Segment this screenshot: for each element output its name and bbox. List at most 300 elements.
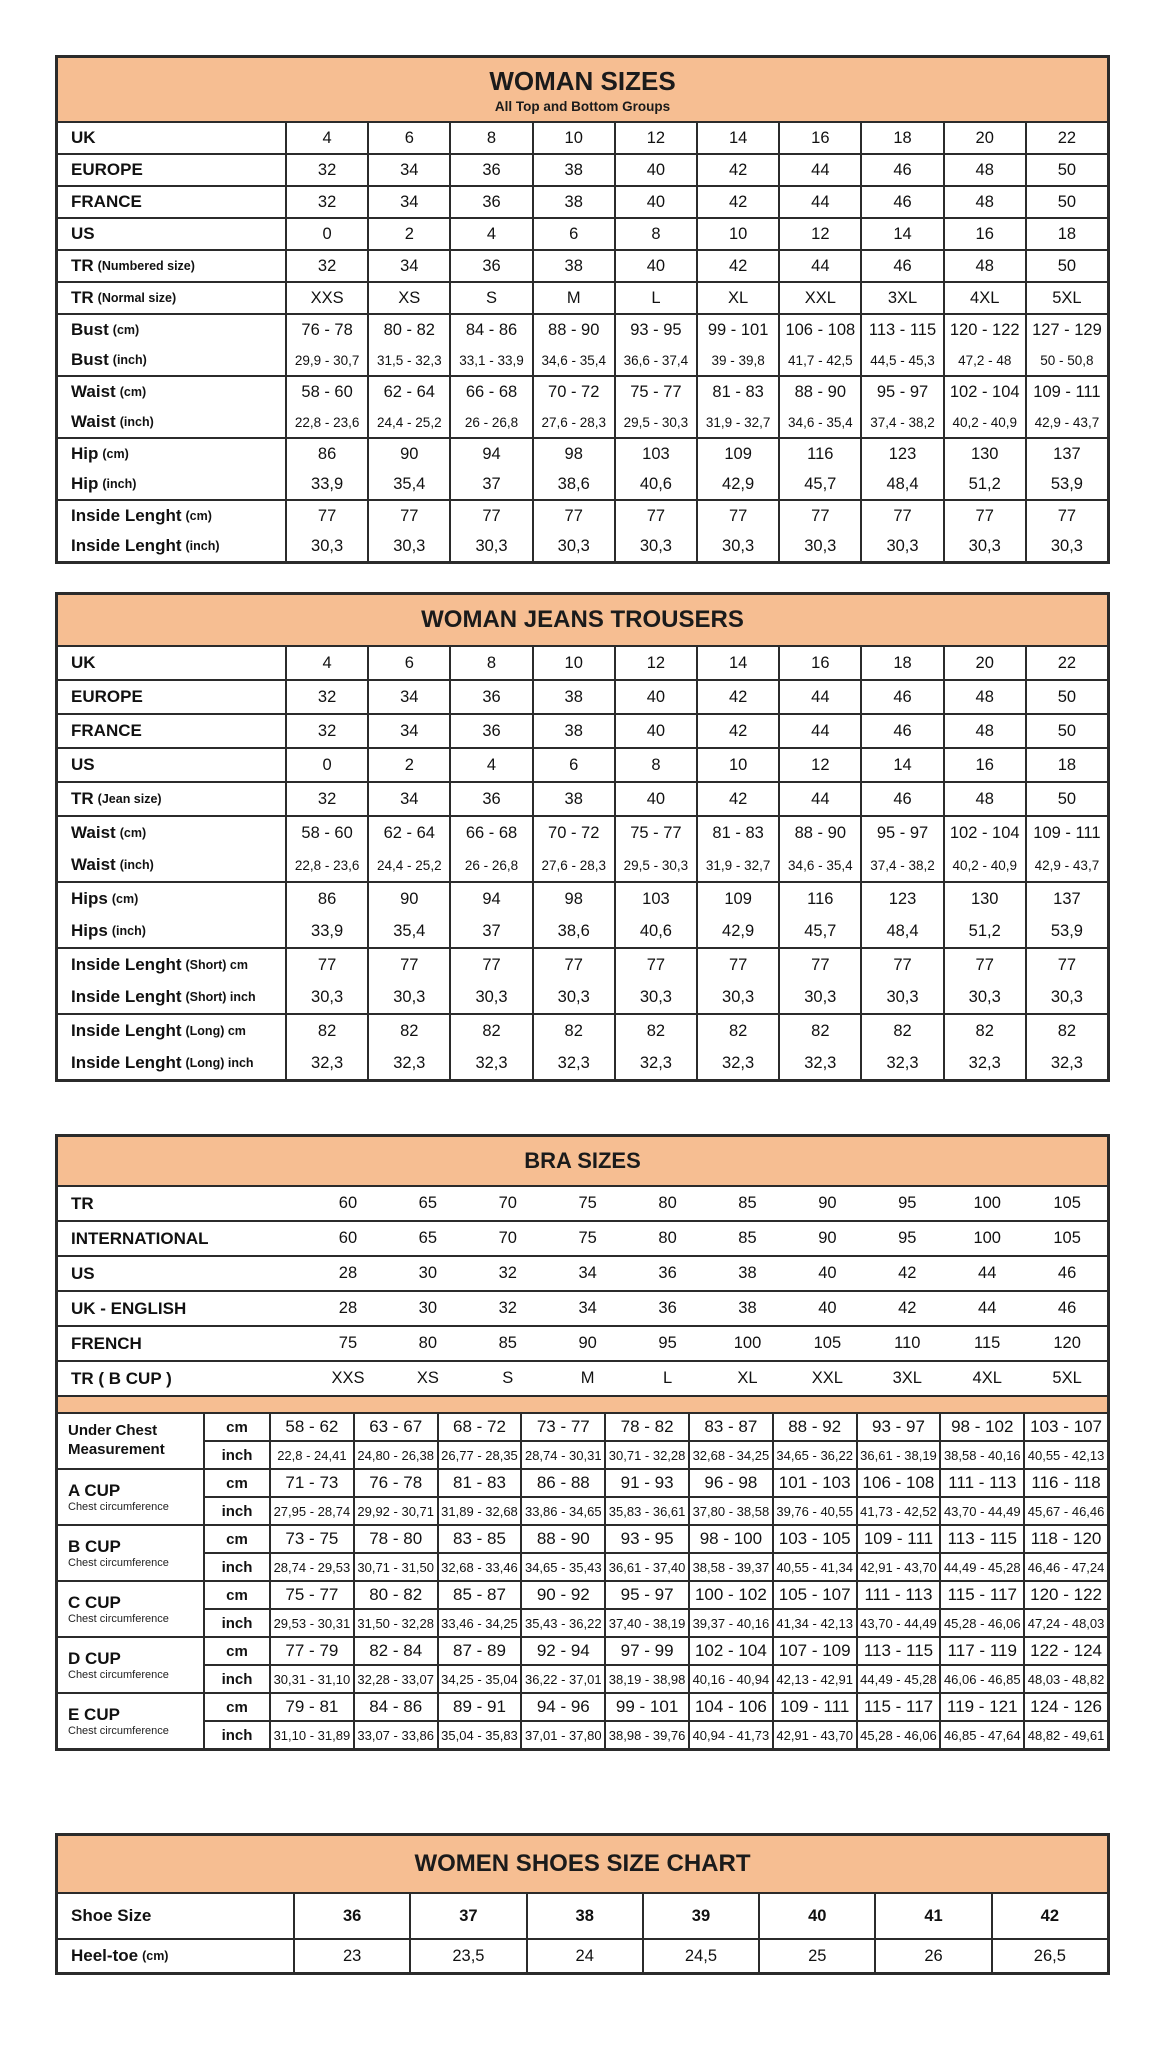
- row-label: [58, 915, 285, 947]
- table-cell: 3XL: [892, 1369, 922, 1387]
- table-cell: 65: [418, 1229, 438, 1247]
- table-cell: 4: [285, 647, 367, 679]
- table-cell: 42,91 - 43,70: [856, 1554, 940, 1580]
- group-rows: [205, 1414, 1107, 1468]
- table-cell: 137: [1025, 883, 1107, 915]
- table-row-group: [58, 281, 1107, 313]
- table-cell: S: [449, 283, 531, 313]
- table-cell: 30,3: [449, 981, 531, 1013]
- table-cell: 109 - 111: [772, 1694, 856, 1720]
- table-row-group: [58, 1220, 1107, 1255]
- table-row-group: [58, 123, 1107, 153]
- table-row-group: [58, 437, 1107, 499]
- table-cell: 32,3: [532, 1047, 614, 1079]
- table-cell: 100: [973, 1194, 1001, 1212]
- table-cell: 124 - 126: [1023, 1694, 1107, 1720]
- table-cell: 26,77 - 28,35: [437, 1442, 521, 1468]
- table-cell: 42: [696, 155, 778, 185]
- table-cell: 94 - 96: [520, 1694, 604, 1720]
- table-cell: 26,5: [991, 1940, 1107, 1972]
- group-label-subtext: Chest circumference: [68, 1725, 169, 1738]
- row-label: [58, 439, 285, 469]
- table-cell: 42: [991, 1894, 1107, 1938]
- table-cell: XXL: [811, 1369, 843, 1387]
- table-cell: 38,98 - 39,76: [604, 1722, 688, 1748]
- table-cell: 4: [449, 749, 531, 781]
- table-cell: 90: [578, 1334, 597, 1352]
- table-row: [205, 1440, 1107, 1468]
- table-cell: 94: [449, 439, 531, 469]
- row-label-note: (cm): [142, 1949, 169, 1963]
- table-cell: 75 - 77: [614, 377, 696, 407]
- table-row: [58, 1222, 1107, 1255]
- table-cell: 100: [733, 1334, 762, 1352]
- table-cell: 32: [285, 783, 367, 815]
- table-row: [58, 783, 1107, 815]
- table-cell: 48,4: [860, 469, 942, 499]
- table-cell: 45,7: [778, 469, 860, 499]
- table-cell: 22: [1025, 123, 1107, 153]
- table-cell: 4: [449, 219, 531, 249]
- row-label: [58, 981, 285, 1013]
- table-cell: 58 - 62: [269, 1414, 353, 1440]
- table-cell: 106 - 108: [778, 315, 860, 345]
- table-cell: 48: [943, 155, 1025, 185]
- table-cell: 50: [1025, 783, 1107, 815]
- table-cell: 34,65 - 35,43: [520, 1554, 604, 1580]
- table-cell: 44,49 - 45,28: [856, 1666, 940, 1692]
- row-label: [58, 1047, 285, 1079]
- row-label-text: Bust: [71, 350, 109, 369]
- table-cell: 42: [696, 715, 778, 747]
- table-title: WOMEN SHOES SIZE CHART: [414, 1850, 751, 1877]
- table-cell: 46: [1057, 1264, 1077, 1282]
- table-cell: 93 - 95: [614, 315, 696, 345]
- table-cell: 73 - 77: [520, 1414, 604, 1440]
- table-cell: 82: [285, 1015, 367, 1047]
- table-row: [58, 1257, 1107, 1290]
- table-cell: 10: [696, 219, 778, 249]
- row-label: [58, 1292, 308, 1325]
- table-cell: 34: [367, 783, 449, 815]
- group-label-text: E CUP: [68, 1704, 120, 1724]
- table-cell: 47,24 - 48,03: [1023, 1610, 1107, 1636]
- table-cell: 42,9: [696, 915, 778, 947]
- group-label-subtext: Chest circumference: [68, 1613, 169, 1626]
- table-cell: 41,73 - 42,52: [856, 1498, 940, 1524]
- table-cell: 94: [449, 883, 531, 915]
- table-cell: 34,6 - 35,4: [778, 849, 860, 881]
- table-cell: 44: [778, 251, 860, 281]
- row-label: [58, 187, 285, 217]
- table-cell: 42,13 - 42,91: [772, 1666, 856, 1692]
- table-cell: 48: [943, 187, 1025, 217]
- row-label: [58, 315, 285, 345]
- table-row-group: [58, 375, 1107, 437]
- table-cell: 46: [1057, 1299, 1077, 1317]
- table-cell: 26: [874, 1940, 990, 1972]
- row-label: [58, 783, 285, 815]
- table-cell: 34: [578, 1299, 597, 1317]
- row-label: [58, 469, 285, 499]
- unit-cell: cm: [226, 1642, 248, 1660]
- table-row: [58, 1015, 1107, 1047]
- table-cell: 51,2: [943, 469, 1025, 499]
- table-cell: 12: [778, 219, 860, 249]
- table-cell: 86: [285, 439, 367, 469]
- table-row: [205, 1638, 1107, 1664]
- table-cell: 2: [367, 219, 449, 249]
- table-row: [58, 123, 1107, 153]
- table-cell: 113 - 115: [939, 1526, 1023, 1552]
- row-label: [58, 681, 285, 713]
- table-row-group: [58, 1580, 1107, 1636]
- table-cell: 77: [943, 949, 1025, 981]
- table-cell: 46: [860, 187, 942, 217]
- unit-cell: cm: [226, 1418, 248, 1436]
- table-cell: 38: [532, 715, 614, 747]
- row-label-note: (cm): [119, 826, 147, 840]
- table-cell: 31,10 - 31,89: [269, 1722, 353, 1748]
- table-cell: 32,3: [778, 1047, 860, 1079]
- table-cell: 32,3: [367, 1047, 449, 1079]
- group-label: [58, 1638, 205, 1692]
- table-cell: 24,4 - 25,2: [367, 849, 449, 881]
- table-cell: 102 - 104: [688, 1638, 772, 1664]
- row-label: [58, 817, 285, 849]
- table-cell: 78 - 80: [353, 1526, 437, 1552]
- table-cell: 30,3: [285, 531, 367, 561]
- table-cell: 38: [532, 155, 614, 185]
- table-header: [58, 1836, 1107, 1894]
- table-cell: 77: [696, 501, 778, 531]
- table-cell: 23: [293, 1940, 409, 1972]
- table-row: [58, 1047, 1107, 1079]
- table-cell: 40,94 - 41,73: [688, 1722, 772, 1748]
- table-cell: 77: [449, 949, 531, 981]
- table-cell: 60: [338, 1229, 358, 1247]
- table-row: [58, 681, 1107, 713]
- table-cell: 109 - 111: [856, 1526, 940, 1552]
- table-cell: XL: [737, 1369, 758, 1387]
- table-cell: 38,58 - 39,37: [688, 1554, 772, 1580]
- table-cell: 28: [338, 1299, 358, 1317]
- table-cell: 8: [449, 647, 531, 679]
- table-row: [58, 469, 1107, 499]
- table-cell: 18: [860, 647, 942, 679]
- table-cell: 102 - 104: [943, 817, 1025, 849]
- woman-jeans-trousers-table: [55, 592, 1110, 1082]
- table-cell: 29,9 - 30,7: [285, 345, 367, 375]
- table-cell: M: [580, 1369, 595, 1387]
- table-cell: 86: [285, 883, 367, 915]
- table-cell: 36: [449, 155, 531, 185]
- table-cell: 4XL: [943, 283, 1025, 313]
- row-label-text: Bust: [71, 320, 109, 339]
- table-cell: 137: [1025, 439, 1107, 469]
- table-row: [58, 1327, 1107, 1360]
- table-cell: 38,58 - 40,16: [939, 1442, 1023, 1468]
- table-cell: 81 - 83: [696, 377, 778, 407]
- table-row: [58, 251, 1107, 281]
- table-cell: 10: [696, 749, 778, 781]
- table-cell: 77: [285, 949, 367, 981]
- row-label-text: FRANCE: [71, 721, 142, 740]
- table-cell: 42: [696, 251, 778, 281]
- unit-cell: cm: [226, 1698, 248, 1716]
- table-row: [205, 1526, 1107, 1552]
- row-label-text: Inside Lenght: [71, 987, 182, 1006]
- table-cell: 42,9 - 43,7: [1025, 849, 1107, 881]
- table-cell: 14: [696, 647, 778, 679]
- row-label-text: Hips: [71, 921, 108, 940]
- table-cell: 26 - 26,8: [449, 407, 531, 437]
- table-cell: 8: [614, 749, 696, 781]
- table-cell: 82: [367, 1015, 449, 1047]
- table-cell: S: [502, 1369, 514, 1387]
- table-cell: 30,3: [614, 981, 696, 1013]
- group-rows: [205, 1470, 1107, 1524]
- table-cell: 103: [614, 439, 696, 469]
- table-cell: 42: [696, 187, 778, 217]
- table-body: [58, 123, 1107, 561]
- table-cell: 62 - 64: [367, 377, 449, 407]
- table-row: [58, 531, 1107, 561]
- table-cell: 40: [614, 155, 696, 185]
- unit-cell: inch: [221, 1502, 253, 1520]
- table-cell: 6: [367, 647, 449, 679]
- table-cell: 35,04 - 35,83: [437, 1722, 521, 1748]
- table-cell: 58 - 60: [285, 377, 367, 407]
- table-row: [58, 647, 1107, 679]
- table-cell: 127 - 129: [1025, 315, 1107, 345]
- table-cell: 30,3: [367, 531, 449, 561]
- table-row: [205, 1582, 1107, 1608]
- table-row-group: [58, 679, 1107, 713]
- table-row-group: [58, 1692, 1107, 1748]
- row-label: [58, 849, 285, 881]
- table-cell: 105: [813, 1334, 842, 1352]
- table-cell: 66 - 68: [449, 817, 531, 849]
- table-cell: 109 - 111: [1025, 377, 1107, 407]
- row-label: [58, 219, 285, 249]
- table-cell: 30,3: [449, 531, 531, 561]
- table-row-group: [58, 249, 1107, 281]
- table-cell: 106 - 108: [856, 1470, 940, 1496]
- table-row-group: [58, 1894, 1107, 1938]
- table-cell: 39,37 - 40,16: [688, 1610, 772, 1636]
- table-cell: 77: [1025, 501, 1107, 531]
- table-cell: 31,5 - 32,3: [367, 345, 449, 375]
- table-cell: XL: [696, 283, 778, 313]
- table-cell: 42: [696, 783, 778, 815]
- table-cell: 42: [898, 1299, 917, 1317]
- table-row-group: [58, 647, 1107, 679]
- table-cell: 42,91 - 43,70: [772, 1722, 856, 1748]
- table-cell: 82: [532, 1015, 614, 1047]
- table-cell: 28,74 - 30,31: [520, 1442, 604, 1468]
- table-cell: 12: [614, 647, 696, 679]
- table-cell: 93 - 95: [604, 1526, 688, 1552]
- table-cell: 38,6: [532, 469, 614, 499]
- table-cell: 116 - 118: [1023, 1470, 1107, 1496]
- table-cell: 14: [860, 219, 942, 249]
- row-label-text: TR ( B CUP ): [71, 1368, 172, 1388]
- row-label: [58, 1327, 308, 1360]
- row-label-text: Inside Lenght: [71, 955, 182, 974]
- row-label-note: (cm): [111, 892, 139, 906]
- table-cell: 48: [943, 715, 1025, 747]
- table-row-group: [58, 881, 1107, 947]
- row-label-note: (inch): [111, 924, 146, 938]
- table-row: [58, 377, 1107, 407]
- row-label: [58, 501, 285, 531]
- table-cell: 6: [532, 749, 614, 781]
- table-cell: 77: [943, 501, 1025, 531]
- table-cell: 44,49 - 45,28: [939, 1554, 1023, 1580]
- table-cell: 39,76 - 40,55: [772, 1498, 856, 1524]
- table-cell: 33,07 - 33,86: [353, 1722, 437, 1748]
- row-label-text: TR: [71, 789, 94, 808]
- table-cell: 63 - 67: [353, 1414, 437, 1440]
- table-cell: 100: [973, 1229, 1001, 1247]
- table-row: [205, 1694, 1107, 1720]
- group-label-text: A CUP: [68, 1480, 121, 1500]
- table-cell: 12: [778, 749, 860, 781]
- table-cell: 32: [285, 251, 367, 281]
- table-cell: 30,3: [532, 531, 614, 561]
- row-label-text: TR: [71, 288, 94, 307]
- table-cell: 42: [898, 1264, 917, 1282]
- table-cell: 30,3: [1025, 981, 1107, 1013]
- table-cell: 45,28 - 46,06: [856, 1722, 940, 1748]
- table-cell: 38: [738, 1299, 757, 1317]
- table-cell: 53,9: [1025, 915, 1107, 947]
- group-rows: [205, 1638, 1107, 1692]
- table-row: [205, 1720, 1107, 1748]
- row-label-text: Waist: [71, 823, 116, 842]
- row-label-text: TR: [71, 256, 94, 275]
- table-cell: 115 - 117: [856, 1694, 940, 1720]
- table-cell: 44: [778, 715, 860, 747]
- table-cell: 20: [943, 647, 1025, 679]
- row-label: [58, 1187, 308, 1220]
- table-cell: 70: [498, 1229, 517, 1247]
- bra-sizes-table: [55, 1134, 1110, 1751]
- table-cell: 37,4 - 38,2: [860, 407, 942, 437]
- table-cell: 46,46 - 47,24: [1023, 1554, 1107, 1580]
- row-label-note: (Long) inch: [185, 1056, 254, 1070]
- group-label-text: D CUP: [68, 1648, 121, 1668]
- table-cell: 50: [1025, 715, 1107, 747]
- table-cell: 32,28 - 33,07: [353, 1666, 437, 1692]
- table-cell: 38: [738, 1264, 757, 1282]
- group-label-subtext: Chest circumference: [68, 1501, 169, 1514]
- table-cell: 65: [418, 1194, 438, 1212]
- table-cell: 85 - 87: [437, 1582, 521, 1608]
- table-cell: 24,4 - 25,2: [367, 407, 449, 437]
- group-label: [58, 1694, 205, 1748]
- table-cell: 46: [860, 783, 942, 815]
- table-cell: 36: [449, 681, 531, 713]
- table-cell: 91 - 93: [604, 1470, 688, 1496]
- table-cell: 38: [526, 1894, 642, 1938]
- table-cell: 119 - 121: [939, 1694, 1023, 1720]
- table-cell: 35,83 - 36,61: [604, 1498, 688, 1524]
- table-cell: 82: [778, 1015, 860, 1047]
- table-cell: 105: [1053, 1229, 1081, 1247]
- row-label: [58, 345, 285, 375]
- table-cell: 12: [614, 123, 696, 153]
- row-label: [58, 1257, 308, 1290]
- table-cell: 30,3: [943, 531, 1025, 561]
- group-label-text: Under Chest Measurement: [68, 1422, 165, 1458]
- table-cell: 77: [1025, 949, 1107, 981]
- table-cell: 40: [614, 783, 696, 815]
- table-cell: 36: [449, 783, 531, 815]
- table-cell: 44: [778, 187, 860, 217]
- row-label-note: (inch): [119, 858, 154, 872]
- table-cell: 38,19 - 38,98: [604, 1666, 688, 1692]
- table-cell: 45,67 - 46,46: [1023, 1498, 1107, 1524]
- table-row-group: [58, 747, 1107, 781]
- table-cell: 51,2: [943, 915, 1025, 947]
- table-cell: 8: [614, 219, 696, 249]
- table-cell: 48,03 - 48,82: [1023, 1666, 1107, 1692]
- unit-cell: inch: [221, 1558, 253, 1576]
- table-cell: 113 - 115: [860, 315, 942, 345]
- table-cell: 30,3: [778, 531, 860, 561]
- table-cell: 40: [818, 1264, 837, 1282]
- woman-sizes-table: [55, 55, 1110, 564]
- table-cell: 22,8 - 23,6: [285, 849, 367, 881]
- group-label: [58, 1526, 205, 1580]
- table-cell: 18: [860, 123, 942, 153]
- table-cell: 88 - 90: [520, 1526, 604, 1552]
- group-label: [58, 1470, 205, 1524]
- table-cell: 77: [367, 501, 449, 531]
- women-shoes-size-chart-table: [55, 1833, 1110, 1975]
- table-cell: 30,3: [614, 531, 696, 561]
- table-cell: 5XL: [1052, 1369, 1082, 1387]
- table-cell: 25: [758, 1940, 874, 1972]
- table-cell: 58 - 60: [285, 817, 367, 849]
- table-row: [58, 849, 1107, 881]
- table-cell: 30,3: [943, 981, 1025, 1013]
- table-cell: 98: [532, 439, 614, 469]
- table-cell: 38,6: [532, 915, 614, 947]
- table-row: [205, 1664, 1107, 1692]
- table-cell: 46: [860, 155, 942, 185]
- table-cell: 6: [532, 219, 614, 249]
- table-cell: 10: [532, 123, 614, 153]
- table-cell: 38: [532, 783, 614, 815]
- row-label: [58, 647, 285, 679]
- table-cell: 34: [367, 155, 449, 185]
- table-cell: 40: [614, 187, 696, 217]
- row-label-note: (Numbered size): [97, 259, 195, 273]
- table-section: [58, 1414, 1107, 1748]
- row-label: [58, 949, 285, 981]
- table-cell: 48,4: [860, 915, 942, 947]
- table-cell: 95: [898, 1194, 917, 1212]
- table-cell: 4XL: [972, 1369, 1002, 1387]
- table-row: [205, 1414, 1107, 1440]
- table-cell: 16: [943, 219, 1025, 249]
- table-cell: 95 - 97: [860, 377, 942, 407]
- table-cell: 60: [338, 1194, 358, 1212]
- table-row-group: [58, 815, 1107, 881]
